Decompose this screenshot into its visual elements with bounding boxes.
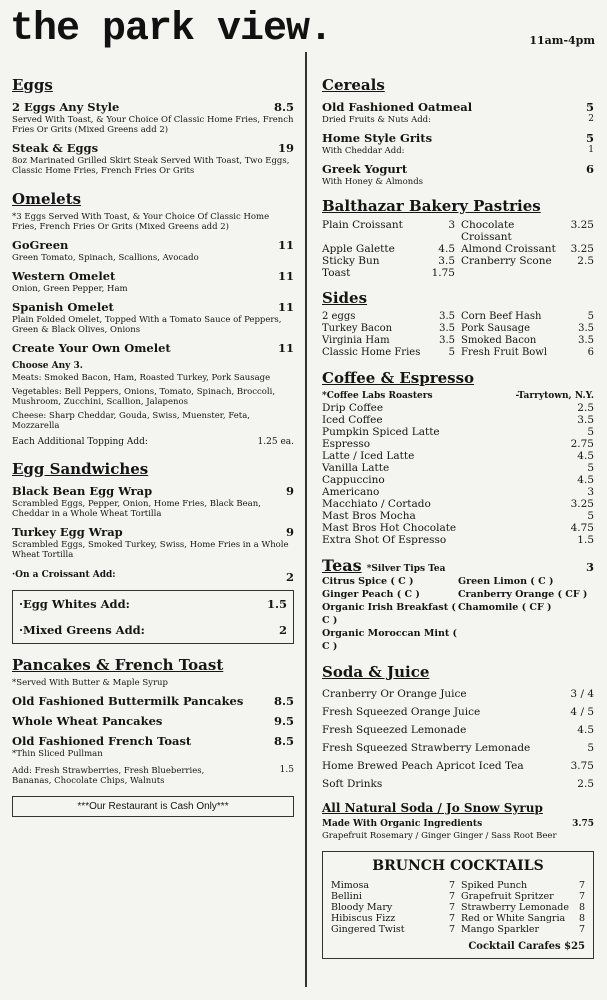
addon-price: 1.5 [266,597,287,611]
grid-item-price: 6 [587,347,594,358]
omelet-meats: Meats: Smoked Bacon, Ham, Roasted Turkey, Pork Sausage [12,373,271,383]
cereal-sub: With Cheddar Add: [322,146,405,156]
grid-item-name: Chocolate Croissant [461,219,515,243]
natural-row [322,819,594,830]
coffee-price: 3.25 [570,498,594,510]
pancake-add-row [12,765,294,786]
item-desc: Scrambled Eggs, Pepper, Onion, Home Fries, Black Bean, Cheddar in a Whole Wheat Tortilla [12,499,261,519]
coffee-name: Iced Coffee [322,414,383,426]
pancake-add-price: 1.5 [279,765,294,775]
soda-name: Home Brewed Peach Apricot Iced Tea [322,760,524,772]
item-name: Whole Wheat Pancakes [12,714,163,728]
coffee-name: Latte / Iced Latte [322,450,415,462]
item-name: Turkey Egg Wrap [12,525,123,539]
addons-box [12,590,294,644]
coffee-price: 2.5 [577,402,594,414]
grid-item-price: 7 [448,924,455,935]
section-pastries-title: Balthazar Bakery Pastries [322,197,541,215]
menu-item [12,341,294,355]
tea-item: Citrus Spice ( C ) [322,576,414,587]
grid-item-price: 3.5 [438,255,455,267]
cereal-sub: Dried Fruits & Nuts Add: [322,115,431,125]
soda-name: Soft Drinks [322,778,383,790]
coffee-name: Pumpkin Spiced Latte [322,426,440,438]
tea-item: Green Limon ( C ) [458,576,554,587]
coffee-name: Americano [322,486,380,498]
cocktails-box [322,851,594,959]
grid-item-name: Corn Beef Hash [461,311,542,322]
coffee-location: -Tarrytown, N.Y. [515,391,594,401]
addon-name: ·Egg Whites Add: [19,597,130,611]
grid-item-price: 3.5 [439,335,455,346]
soda-price: 2.5 [577,778,594,790]
coffee-name: Cappuccino [322,474,385,486]
coffee-price: 1.5 [577,534,594,546]
section-pancakes-title: Pancakes & French Toast [12,656,224,674]
item-price: 8.5 [273,100,294,114]
item-desc: *Thin Sliced Pullman [12,749,103,759]
grid-item-name: 2 eggs [322,311,356,322]
menu-item [12,714,294,728]
omelet-choose: Choose Any 3. [12,361,83,371]
croissant-price: 2 [285,570,294,584]
restaurant-title: the park view. [10,7,333,52]
pancake-add-label: Add: Fresh Strawberries, Fresh Blueberries, Bananas, Chocolate Chips, Walnuts [12,766,205,786]
item-price: 9.5 [273,714,294,728]
pastries-grid [322,219,594,279]
addon-name: ·Mixed Greens Add: [19,623,145,637]
grid-item-price: 3.5 [439,311,455,322]
section-cereals-title: Cereals [322,76,385,94]
tea-item: Chamomile ( CF ) [458,602,552,613]
item-desc: 8oz Marinated Grilled Skirt Steak Served With Toast, Two Eggs, Classic Home Fries, French Fries Or Grits [12,156,290,176]
grid-item-price: 7 [448,891,455,902]
grid-item-price: 3.25 [570,243,594,255]
grid-item-price: 3 [448,219,455,231]
item-name: Spanish Omelet [12,300,114,314]
cereal-price: 5 [585,100,594,114]
grid-item-price [571,267,594,279]
soda-name: Fresh Squeezed Lemonade [322,724,467,736]
menu-item [12,525,294,539]
grid-item-name: Plain Croissant [322,219,403,231]
omelet-vegetables: Vegetables: Bell Peppers, Onions, Tomato, Spinach, Broccoli, Mushroom, Zucchini, Scallion, Jalapenos [12,387,276,407]
item-name: Steak & Eggs [12,141,99,155]
coffee-name: Mast Bros Mocha [322,510,416,522]
coffee-name: Vanilla Latte [322,462,390,474]
soda-price: 3 / 4 [570,688,594,700]
coffee-price: 2.75 [570,438,594,450]
topping-price: 1.25 ea. [257,437,294,447]
item-price: 11 [277,269,294,283]
tea-item: Ginger Peach ( C ) [322,589,420,600]
coffee-price: 5 [587,510,594,522]
section-natural-soda-title: All Natural Soda / Jo Snow Syrup [322,801,543,815]
tea-item: Cranberry Orange ( CF ) [458,589,588,600]
soda-price: 4 / 5 [570,706,594,718]
item-name: Create Your Own Omelet [12,341,171,355]
omelets-subtitle: *3 Eggs Served With Toast, & Your Choice Of Classic Home Fries, French Fries Or Grits (Mixed Greens add 2) [12,212,270,232]
tea-item: Organic Irish Breakfast ( C ) [322,602,456,626]
grid-item-name [461,267,565,279]
grid-item-price: 3.5 [578,323,594,334]
cereal-name: Greek Yogurt [322,162,408,176]
section-soda-title: Soda & Juice [322,663,430,681]
item-desc: Green Tomato, Spinach, Scallions, Avocado [12,253,199,263]
grid-item-price: 4.5 [438,243,455,255]
section-coffee-title: Coffee & Espresso [322,369,475,387]
sandwich-items [12,484,294,560]
soda-name: Cranberry Or Orange Juice [322,688,467,700]
item-price: 19 [277,141,294,155]
item-desc: Onion, Green Pepper, Ham [12,284,128,294]
teas-grid [322,575,594,653]
omelet-items [12,238,294,355]
soda-price: 4.5 [577,724,594,736]
coffee-price: 4.5 [577,450,594,462]
item-desc: Served With Toast, & Your Choice Of Classic Home Fries, French Fries Or Grits (Mixed Greens add 2) [12,115,294,135]
grid-item-name: Red or White Sangria [461,913,566,924]
addon-row [19,597,287,611]
grid-item-name: Grapefruit Spritzer [461,891,554,902]
coffee-name: Mast Bros Hot Chocolate [322,522,457,534]
grid-item-name: Sticky Bun [322,255,380,267]
natural-flavors: Grapefruit Rosemary / Ginger Ginger / Sass Root Beer [322,831,557,841]
natural-line: Made With Organic Ingredients [322,819,483,829]
sides-grid [322,311,594,359]
cereal-items [322,100,594,187]
cereal-price: 5 [585,131,594,145]
item-desc: Plain Folded Omelet, Topped With a Tomato Sauce of Peppers, Green & Black Olives, Onions [12,315,282,335]
cereal-sub-row [322,176,594,187]
item-price: 11 [277,238,294,252]
menu-item [12,238,294,252]
cereal-sub-row [322,114,594,125]
coffee-name: Drip Coffee [322,402,384,414]
grid-item-name: Smoked Bacon [461,335,537,346]
grid-item-name: Bloody Mary [331,902,393,913]
coffee-name: Espresso [322,438,371,450]
grid-item-name: Bellini [331,891,362,902]
item-price: 11 [277,341,294,355]
grid-item-price: 8 [578,913,585,924]
coffee-name: Extra Shot Of Espresso [322,534,447,546]
cereal-item [322,100,594,114]
item-price: 9 [285,525,294,539]
item-name: Western Omelet [12,269,116,283]
grid-item-price: 1.75 [431,267,455,279]
soda-price: 5 [587,742,594,754]
tea-item: Organic Moroccan Mint ( C ) [322,628,458,652]
grid-item-name: Classic Home Fries [322,347,421,358]
item-name: GoGreen [12,238,69,252]
grid-item-name: Mimosa [331,880,370,891]
menu-item [12,484,294,498]
cereal-item [322,162,594,176]
cereal-sub-price: 2 [588,114,594,124]
teas-price: 3 [585,560,594,574]
grid-item-price: 3.5 [439,323,455,334]
menu-item [12,141,294,155]
grid-item-price: 7 [448,913,455,924]
cash-only-notice: ***Our Restaurant is Cash Only*** [12,796,294,817]
omelet-cheese: Cheese: Sharp Cheddar, Gouda, Swiss, Muenster, Feta, Mozzarella [12,411,250,431]
coffee-list [322,402,594,546]
coffee-price: 5 [587,462,594,474]
topping-row [12,437,294,448]
grid-item-price: 2.5 [577,255,594,267]
grid-item-price: 8 [578,902,585,913]
item-name: Black Bean Egg Wrap [12,484,153,498]
coffee-price: 4.5 [577,474,594,486]
croissant-row [12,570,294,584]
item-price: 8.5 [273,734,294,748]
teas-subtitle: *Silver Tips Tea [366,564,446,574]
soda-price: 3.75 [570,760,594,772]
left-column [12,70,294,817]
grid-item-price: 7 [448,902,455,913]
section-sides-title: Sides [322,289,368,307]
coffee-price: 5 [587,426,594,438]
soda-list [322,685,594,793]
item-price: 8.5 [273,694,294,708]
pancakes-subtitle: *Served With Butter & Maple Syrup [12,678,168,688]
coffee-roaster-row [322,391,594,402]
coffee-name: Macchiato / Cortado [322,498,431,510]
menu-item [12,300,294,314]
grid-item-name: Gingered Twist [331,924,405,935]
cereal-sub-price: 1 [588,145,594,155]
grid-item-name: Hibiscus Fizz [331,913,396,924]
grid-item-price: 5 [448,347,455,358]
addon-row [19,623,287,637]
item-name: Old Fashioned Buttermilk Pancakes [12,694,244,708]
grid-item-price: 5 [587,311,594,322]
grid-item-price: 7 [578,924,585,935]
grid-item-name: Turkey Bacon [322,323,393,334]
section-omelets-title: Omelets [12,190,82,208]
cereal-price: 6 [585,162,594,176]
grid-item-price: 7 [578,880,585,891]
section-egg-sandwiches-title: Egg Sandwiches [12,460,149,478]
menu-item [12,734,294,748]
section-eggs-title: Eggs [12,76,53,94]
natural-price: 3.75 [572,819,594,829]
item-name: Old Fashioned French Toast [12,734,192,748]
cereal-name: Old Fashioned Oatmeal [322,100,473,114]
coffee-price: 3.5 [577,414,594,426]
column-divider [305,52,307,987]
coffee-roaster: *Coffee Labs Roasters [322,391,433,401]
item-desc: Scrambled Eggs, Smoked Turkey, Swiss, Home Fries in a Whole Wheat Tortilla [12,540,289,560]
grid-item-name: Mango Sparkler [461,924,540,935]
grid-item-name: Strawberry Lemonade [461,902,569,913]
pancake-items [12,694,294,759]
grid-item-price: 7 [448,880,455,891]
topping-label: Each Additional Topping Add: [12,437,148,447]
teas-header [322,556,594,575]
soda-name: Fresh Squeezed Strawberry Lemonade [322,742,531,754]
grid-item-price: 3.25 [570,219,594,231]
menu-item [12,694,294,708]
section-teas-title: Teas [322,556,362,575]
cereal-sub-row [322,145,594,156]
soda-name: Fresh Squeezed Orange Juice [322,706,481,718]
grid-item-name: Fresh Fruit Bowl [461,347,548,358]
cocktails-title: BRUNCH COCKTAILS [372,858,544,874]
tea-item [458,627,594,653]
grid-item-name: Apple Galette [322,243,395,255]
coffee-price: 4.75 [570,522,594,534]
cereal-item [322,131,594,145]
addon-price: 2 [278,623,287,637]
grid-item-name: Toast [322,267,351,279]
grid-item-name: Virginia Ham [322,335,390,346]
item-price: 9 [285,484,294,498]
cereal-name: Home Style Grits [322,131,433,145]
right-column [322,70,594,959]
hours: 11am-4pm [529,34,595,47]
cocktails-grid [331,880,585,935]
grid-item-name: Almond Croissant [461,243,556,255]
menu-item [12,100,294,114]
item-name: 2 Eggs Any Style [12,100,120,114]
grid-item-name: Pork Sausage [461,323,531,334]
grid-item-name: Spiked Punch [461,880,528,891]
cocktail-carafes: Cocktail Carafes $25 [468,941,585,952]
croissant-label: ·On a Croissant Add: [12,570,116,580]
grid-item-price: 7 [578,891,585,902]
coffee-price: 3 [587,486,594,498]
eggs-items [12,100,294,176]
cereal-sub: With Honey & Almonds [322,177,424,187]
item-price: 11 [277,300,294,314]
grid-item-name: Cranberry Scone [461,255,552,267]
menu-item [12,269,294,283]
grid-item-price: 3.5 [578,335,594,346]
